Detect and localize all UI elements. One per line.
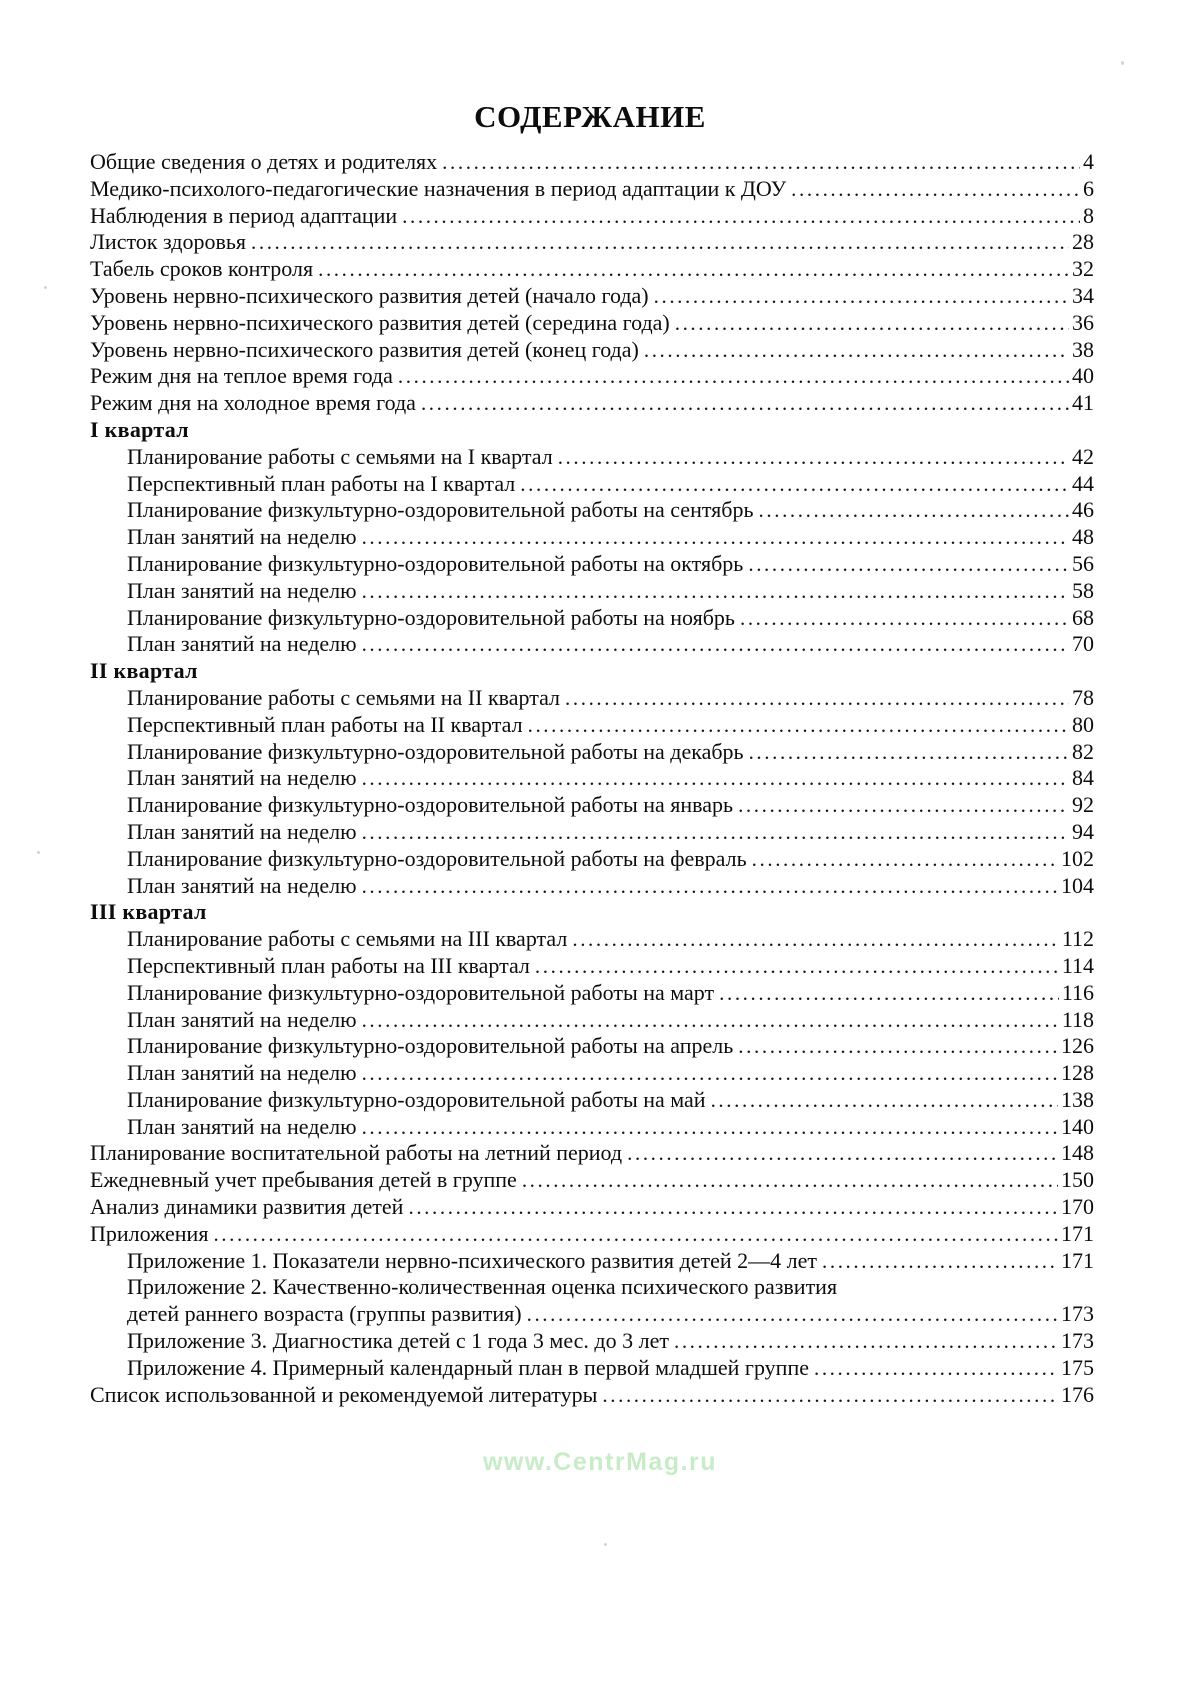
toc-entry [90,1221,1094,1248]
toc-leader-dots [740,605,1069,631]
toc-entry [90,899,1094,926]
toc-entry-label: Приложение 2. Качественно-количественная оценка психического развития [127,1274,838,1300]
toc-entry-page: 173 [1061,1328,1094,1354]
toc-entry-page: 173 [1061,1301,1094,1327]
toc-leader-dots [572,926,1058,952]
toc-entry-label: Приложения [90,1220,209,1246]
toc-entry [90,1060,1094,1087]
toc-entry [90,337,1094,364]
toc-entry-page: 40 [1072,363,1094,389]
toc-entry [90,819,1094,846]
toc-leader-dots [627,1140,1058,1166]
toc-entry [90,792,1094,819]
toc-entry [90,229,1094,256]
toc-entry-page: 150 [1061,1167,1094,1193]
toc-leader-dots [602,1382,1058,1408]
toc-leader-dots [814,1355,1058,1381]
toc-entry-label: Планирование работы с семьями на I квартал [127,443,553,469]
toc-leader-dots [711,1087,1058,1113]
toc-entry-page: 46 [1072,497,1094,523]
toc-entry-page: 104 [1061,872,1094,898]
toc-entry-label: Список использованной и рекомендуемой литературы [90,1381,598,1407]
toc-leader-dots [675,310,1069,336]
toc-entry-label: Перспективный план работы на I квартал [127,470,516,496]
toc-entry-label: Уровень нервно-психического развития детей (начало года) [90,282,649,308]
toc-entry-label: Анализ динамики развития детей [90,1194,404,1220]
toc-entry-page: 138 [1061,1086,1094,1112]
toc-entry [90,1194,1094,1221]
toc-entry-label: детей раннего возраста (группы развития) [127,1301,522,1327]
toc-leader-dots [822,1248,1058,1274]
toc-leader-dots [362,524,1069,550]
toc-entry-label: Перспективный план работы на III квартал [127,952,530,978]
toc-entry [90,605,1094,632]
toc-entry-page: 4 [1083,149,1094,174]
toc-entry [90,149,1094,176]
toc-entry-page: 36 [1072,309,1094,335]
toc-entry-label: Медико-психолого-педагогические назначения в период адаптации к ДОУ [90,175,787,201]
toc-entry-page: 148 [1061,1140,1094,1166]
scan-speck [44,286,47,289]
toc-entry [90,926,1094,953]
toc-entry [90,203,1094,230]
toc-entry-label: План занятий на неделю [127,524,357,550]
toc-entry-label: План занятий на неделю [127,1060,357,1086]
toc-entry-page: 175 [1061,1354,1094,1380]
toc-entry-page: 56 [1072,550,1094,576]
toc-entry-label: Перспективный план работы на II квартал [127,711,523,737]
toc-entry [90,1007,1094,1034]
toc-entry-label: План занятий на неделю [127,631,357,657]
toc-entry [90,363,1094,390]
toc-entry-label: Планирование физкультурно-оздоровительной работы на октябрь [127,550,744,576]
toc-leader-dots [644,337,1069,363]
toc-leader-dots [522,1167,1058,1193]
toc-entry-label: Планирование работы с семьями на III квартал [127,926,568,952]
toc-leader-dots [408,1194,1058,1220]
toc-entry-label: План занятий на неделю [127,1006,357,1032]
toc-entry-page: 118 [1061,1006,1094,1032]
toc-entry [90,1140,1094,1167]
toc-entry-page: 48 [1072,524,1094,550]
toc-entry-label: Планирование работы с семьями на II квартал [127,684,561,710]
toc-entry [90,471,1094,498]
toc-entry [90,524,1094,551]
toc-leader-dots [791,176,1080,202]
toc-entry-page: 140 [1061,1113,1094,1139]
toc-entry-label: Общие сведения о детях и родителях [90,149,438,174]
toc-entry [90,1382,1094,1409]
toc-entry [90,551,1094,578]
toc-leader-dots [749,739,1069,765]
toc-leader-dots [759,497,1069,523]
toc-leader-dots [362,1060,1058,1086]
toc-entry-label: Режим дня на холодное время года [90,390,416,416]
toc-entry [90,980,1094,1007]
toc-entry-label: Приложение 4. Примерный календарный план в первой младшей группе [127,1354,809,1380]
toc-entry-page: 116 [1061,979,1094,1005]
toc-entry-page: 28 [1072,229,1094,255]
toc-entry [90,873,1094,900]
toc-entry [90,1274,1094,1301]
toc-leader-dots [520,471,1069,497]
toc-entry-page: 68 [1072,604,1094,630]
toc-entry [90,1033,1094,1060]
toc-entry-page: 41 [1072,390,1094,416]
toc-entry-label: Планирование физкультурно-оздоровительной работы на март [127,979,715,1005]
toc-leader-dots [535,953,1059,979]
page-title: СОДЕРЖАНИЕ [474,99,706,134]
toc-leader-dots [719,980,1059,1006]
toc-entry-label: Планирование физкультурно-оздоровительной работы на декабрь [127,738,744,764]
toc-entry-label: Режим дня на теплое время года [90,363,393,389]
toc-entry [90,1114,1094,1141]
toc-entry-page: 114 [1061,952,1094,978]
toc-entry [90,1328,1094,1355]
toc-entry-label: Планирование физкультурно-оздоровительной работы на май [127,1086,706,1112]
toc-leader-dots [398,363,1069,389]
toc-leader-dots [674,1328,1058,1354]
toc-entry [90,176,1094,203]
toc-leader-dots [362,1114,1058,1140]
toc-leader-dots [752,846,1058,872]
toc-entry-page: 128 [1061,1060,1094,1086]
toc-entry-label: Листок здоровья [90,229,246,255]
scan-speck [1121,61,1124,65]
toc-entry-page: 44 [1072,470,1094,496]
toc-entry [90,444,1094,471]
toc-entry-label: Приложение 1. Показатели нервно-психического развития детей 2—4 лет [127,1247,817,1273]
toc-leader-dots [528,712,1069,738]
toc-entry-page: 38 [1072,336,1094,362]
toc-entry-page: 32 [1072,256,1094,282]
toc-entry-label: Ежедневный учет пребывания детей в группе [90,1167,517,1193]
toc-leader-dots [362,631,1069,657]
toc-entry-page: 6 [1083,175,1094,201]
toc-entry-page: 82 [1072,738,1094,764]
toc-leader-dots [738,792,1069,818]
toc-leader-dots [527,1301,1058,1327]
toc-entry-page: 171 [1061,1247,1094,1273]
toc-entry [90,631,1094,658]
toc-entry-label: Табель сроков контроля [90,256,314,282]
toc-entry-label: План занятий на неделю [127,1113,357,1139]
toc-entry-page: 171 [1061,1220,1094,1246]
toc-entry [90,390,1094,417]
toc-leader-dots [362,578,1069,604]
toc-entry [90,497,1094,524]
toc-entry [90,578,1094,605]
toc-leader-dots [402,203,1080,229]
toc-entry-page: 126 [1061,1033,1094,1059]
toc-leader-dots [738,1033,1058,1059]
toc-entry [90,1167,1094,1194]
toc-entry-label: III квартал [90,899,207,925]
toc-leader-dots [654,283,1069,309]
toc-leader-dots [362,1007,1059,1033]
toc-entry-label: План занятий на неделю [127,818,357,844]
scan-speck [37,851,40,854]
toc-entry-page: 170 [1061,1194,1094,1220]
toc-leader-dots [558,444,1069,470]
toc-entry [90,283,1094,310]
toc-entry-label: Планирование воспитательной работы на летний период [90,1140,623,1166]
toc-list [0,149,1094,1408]
toc-entry-label: II квартал [90,658,198,684]
toc-entry-label: План занятий на неделю [127,872,357,898]
toc-entry-label: Планирование физкультурно-оздоровительной работы на январь [127,792,734,818]
toc-leader-dots [251,229,1069,255]
toc-entry [90,417,1094,444]
toc-leader-dots [318,256,1069,282]
toc-entry-page: 102 [1061,845,1094,871]
toc-leader-dots [362,819,1069,845]
toc-entry [90,1087,1094,1114]
toc-entry-label: Планирование физкультурно-оздоровительной работы на апрель [127,1033,734,1059]
toc-entry-page: 84 [1072,765,1094,791]
toc-entry-page: 176 [1061,1381,1094,1407]
toc-entry-label: Уровень нервно-психического развития детей (середина года) [90,309,670,335]
toc-entry-label: План занятий на неделю [127,577,357,603]
toc-entry [90,953,1094,980]
toc-entry-label: I квартал [90,416,189,442]
toc-entry-label: Уровень нервно-психического развития детей (конец года) [90,336,639,362]
toc-entry [90,256,1094,283]
toc-entry-page: 80 [1072,711,1094,737]
toc-leader-dots [421,390,1069,416]
toc-entry-label: Планирование физкультурно-оздоровительной работы на сентябрь [127,497,754,523]
toc-entry [90,712,1094,739]
toc-entry [90,1301,1094,1328]
toc-entry-page: 34 [1072,282,1094,308]
toc-entry [90,765,1094,792]
toc-entry-page: 42 [1072,443,1094,469]
toc-leader-dots [213,1221,1058,1247]
toc-leader-dots [362,873,1058,899]
toc-entry-label: План занятий на неделю [127,765,357,791]
toc-entry [90,685,1094,712]
toc-entry-page: 78 [1072,684,1094,710]
toc-leader-dots [362,765,1069,791]
toc-entry-label: Наблюдения в период адаптации [90,202,398,228]
toc-entry-page: 8 [1083,202,1094,228]
toc-entry-label: Планирование физкультурно-оздоровительной работы на ноябрь [127,604,735,630]
toc-entry [90,1355,1094,1382]
watermark: www.CentrMag.ru [482,1448,718,1476]
toc-entry [90,739,1094,766]
toc-entry [90,658,1094,685]
toc-entry-page: 94 [1072,818,1094,844]
toc-entry-label: Планирование физкультурно-оздоровительной работы на февраль [127,845,747,871]
toc-entry [90,1248,1094,1275]
toc-entry-page: 58 [1072,577,1094,603]
toc-entry-page: 92 [1072,792,1094,818]
toc-entry-page: 112 [1061,926,1094,952]
toc-leader-dots [748,551,1069,577]
toc-leader-dots [565,685,1069,711]
toc-entry [90,846,1094,873]
toc-entry-page: 70 [1072,631,1094,657]
scan-speck [604,1543,607,1546]
toc-entry [90,310,1094,337]
toc-leader-dots [442,149,1080,175]
toc-entry-label: Приложение 3. Диагностика детей с 1 года 3 мес. до 3 лет [127,1328,669,1354]
